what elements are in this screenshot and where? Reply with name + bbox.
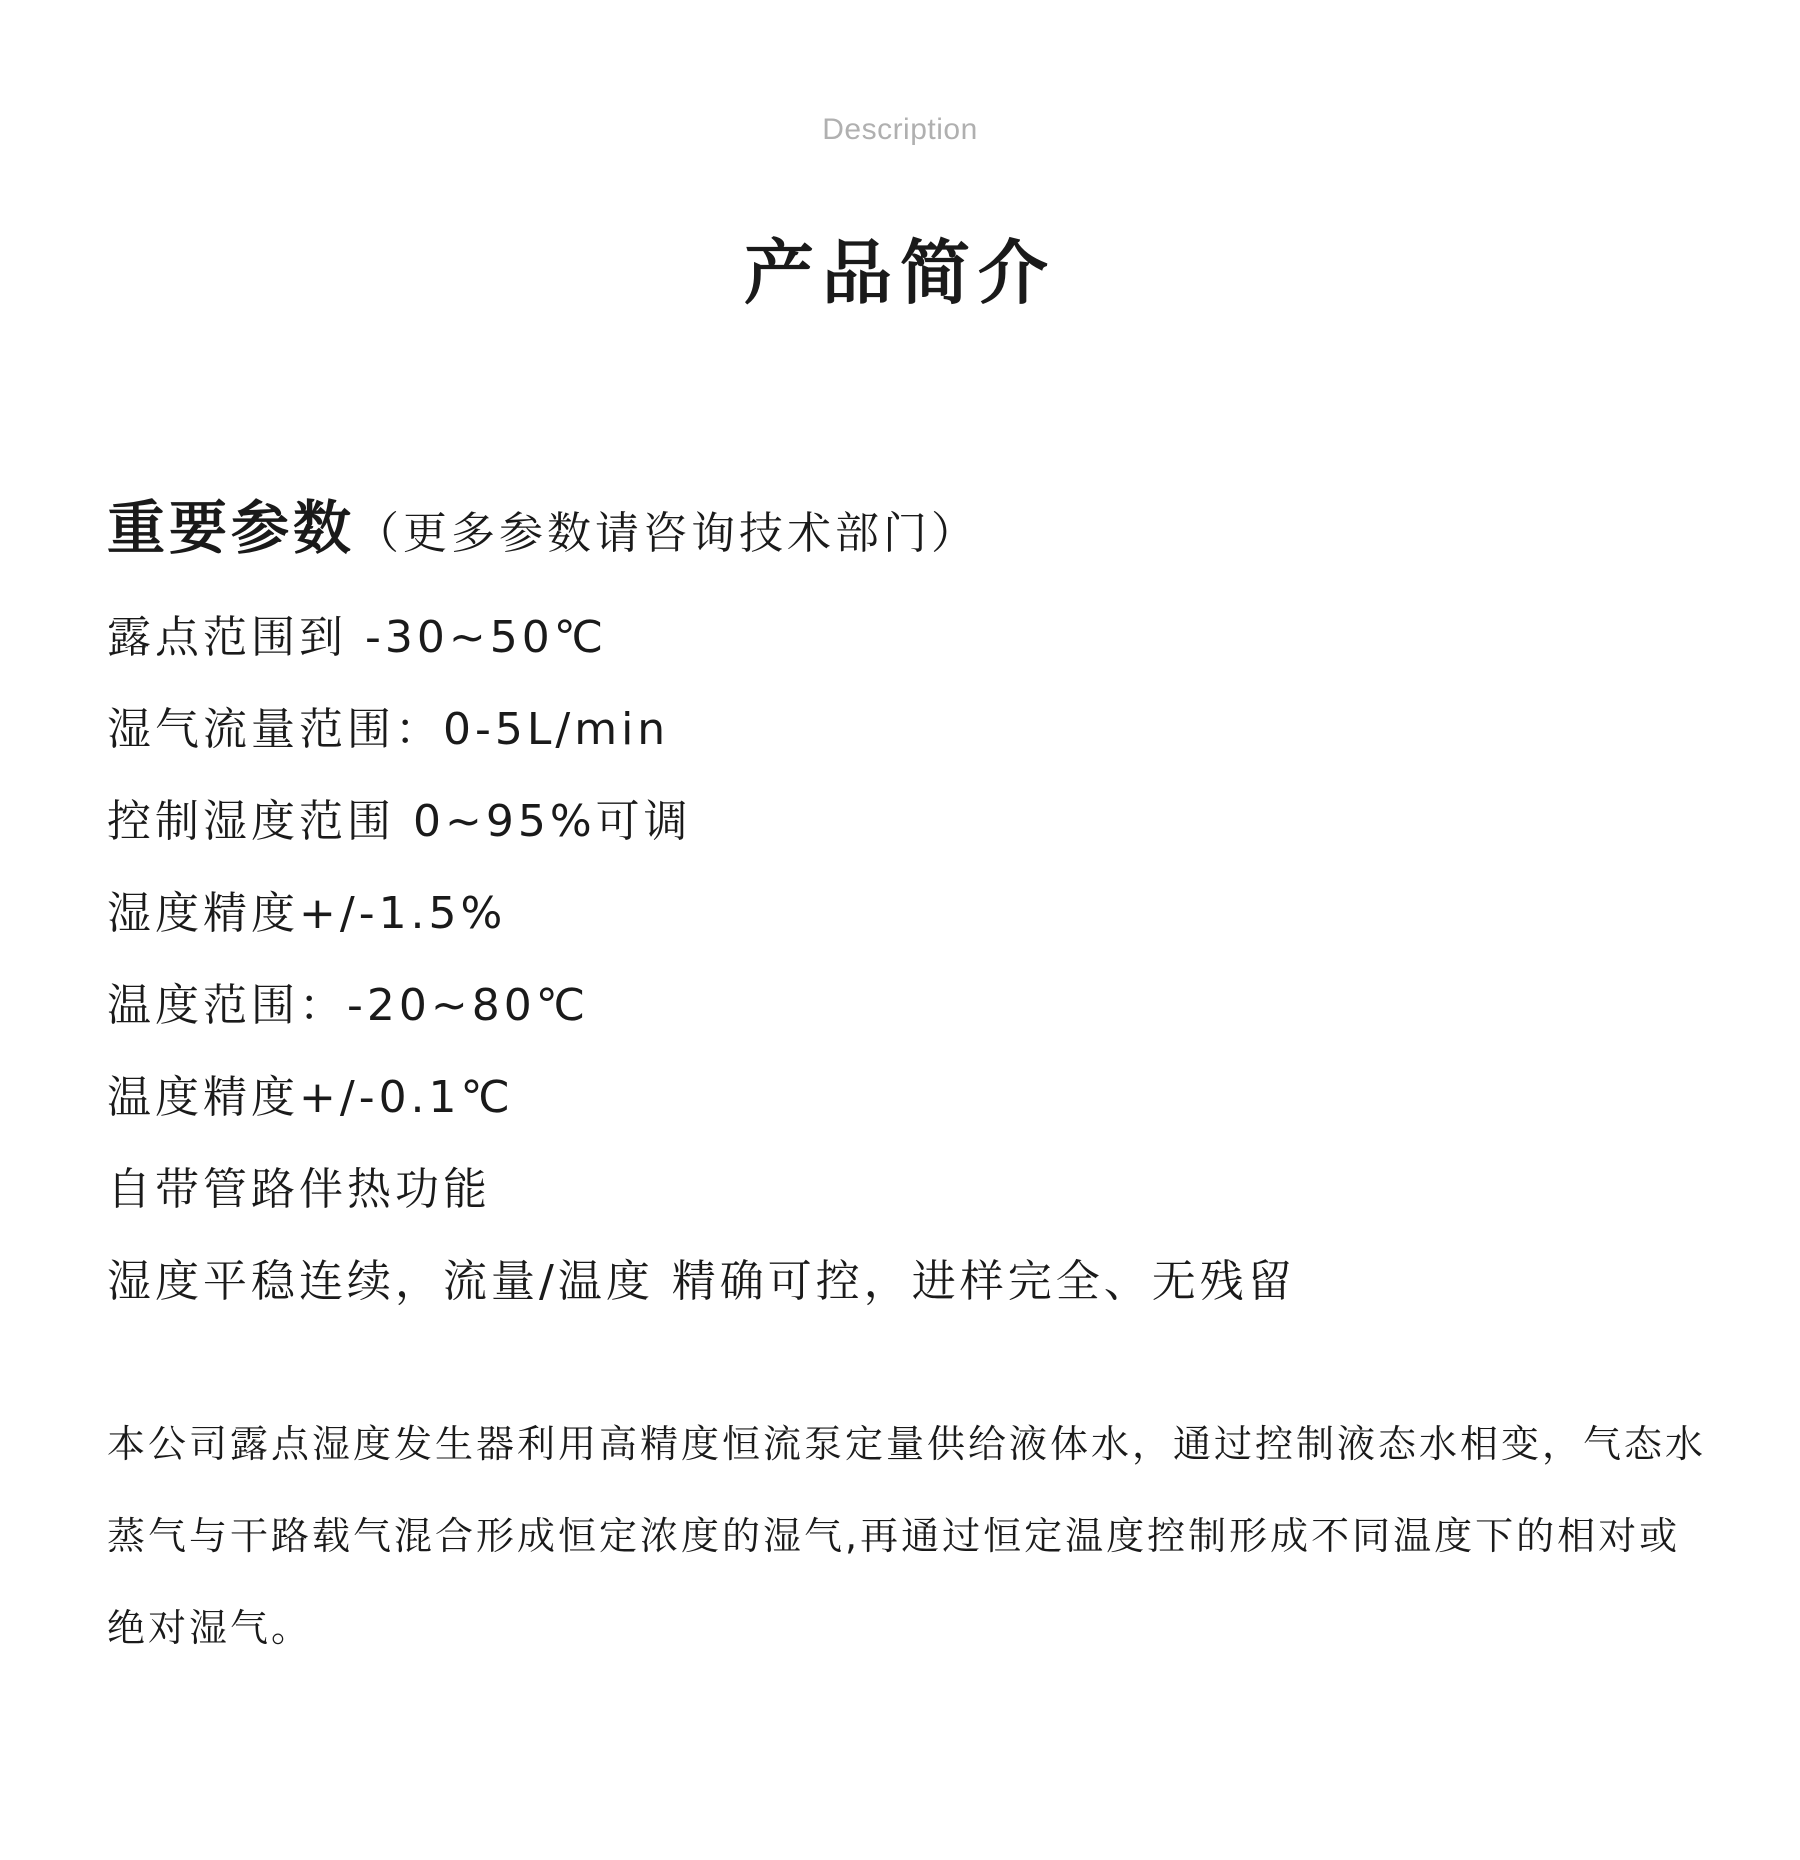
param-humidity-accuracy: 湿度精度+/-1.5% <box>107 888 507 939</box>
param-temperature-range: 温度范围：-20~80℃ <box>107 980 590 1031</box>
product-description: 本公司露点湿度发生器利用高精度恒流泵定量供给液体水，通过控制液态水相变，气态水蒸气与干路载气混合形成恒定浓度的湿气,再通过恒定温度控制形成不同温度下的相对或绝对湿气。 <box>107 1422 1707 1650</box>
param-humidity-range: 控制湿度范围 0~95%可调 <box>107 796 692 847</box>
page-title: 产品简介 <box>744 232 1056 314</box>
param-stability: 湿度平稳连续，流量/温度 精确可控，进样完全、无残留 <box>107 1256 1296 1307</box>
parameter-list <box>107 592 1296 1328</box>
param-temperature-accuracy: 温度精度+/-0.1℃ <box>107 1072 514 1123</box>
param-flow-range: 湿气流量范围：0-5L/min <box>107 704 670 755</box>
description-subtitle: Description <box>822 113 978 146</box>
parameters-heading <box>107 490 979 572</box>
parameters-heading-text: 重要参数 <box>107 494 356 562</box>
param-pipe-heating: 自带管路伴热功能 <box>107 1164 491 1215</box>
param-dew-point-range: 露点范围到 -30~50℃ <box>107 612 608 663</box>
parameters-heading-note: （更多参数请咨询技术部门） <box>355 508 980 559</box>
